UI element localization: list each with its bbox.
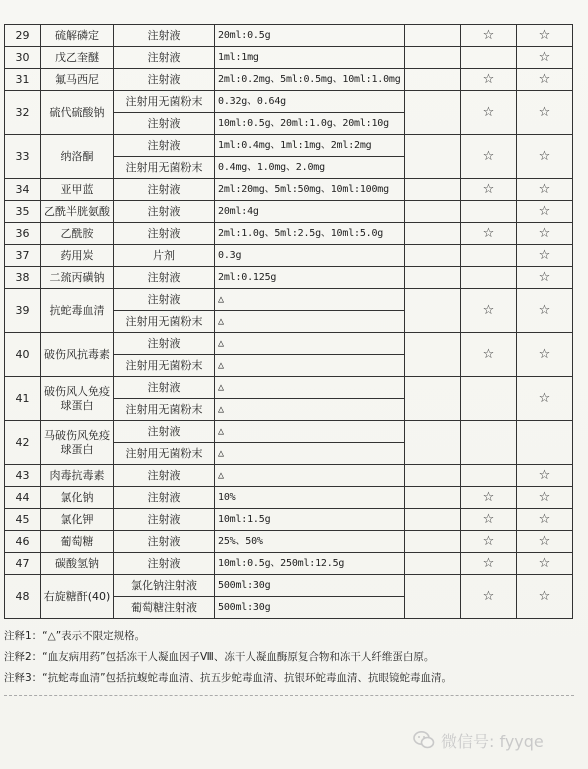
star-mark-1: ☆ <box>461 289 517 333</box>
row-number: 31 <box>5 69 41 91</box>
empty-column <box>405 333 461 377</box>
specification: △ <box>215 421 405 443</box>
table-row <box>5 531 573 553</box>
specification: 1ml:1mg <box>215 47 405 69</box>
drug-name: 药用炭 <box>41 245 114 267</box>
star-mark-1 <box>461 465 517 487</box>
dosage-form: 注射液 <box>114 465 215 487</box>
table-row <box>5 91 573 113</box>
drug-name: 肉毒抗毒素 <box>41 465 114 487</box>
specification: △ <box>215 311 405 333</box>
dosage-form: 注射液 <box>114 223 215 245</box>
table-row <box>5 223 573 245</box>
table-row <box>5 377 573 399</box>
empty-column <box>405 25 461 47</box>
star-mark-2: ☆ <box>517 179 573 201</box>
empty-column <box>405 509 461 531</box>
table-row <box>5 69 573 91</box>
dosage-form: 注射用无菌粉末 <box>114 157 215 179</box>
dosage-form: 注射液 <box>114 377 215 399</box>
specification: △ <box>215 399 405 421</box>
row-number: 37 <box>5 245 41 267</box>
star-mark-2: ☆ <box>517 575 573 619</box>
dosage-form: 注射液 <box>114 553 215 575</box>
drug-name: 葡萄糖 <box>41 531 114 553</box>
star-mark-2: ☆ <box>517 509 573 531</box>
row-number: 29 <box>5 25 41 47</box>
star-mark-2: ☆ <box>517 135 573 179</box>
drug-name: 氯化钾 <box>41 509 114 531</box>
row-number: 47 <box>5 553 41 575</box>
drug-name: 纳洛酮 <box>41 135 114 179</box>
drug-name: 乙酰半胱氨酸 <box>41 201 114 223</box>
star-mark-1: ☆ <box>461 531 517 553</box>
drug-table-body <box>5 25 573 619</box>
dosage-form: 注射液 <box>114 47 215 69</box>
drug-name: 乙酰胺 <box>41 223 114 245</box>
table-row <box>5 421 573 443</box>
empty-column <box>405 575 461 619</box>
drug-name: 抗蛇毒血清 <box>41 289 114 333</box>
table-row <box>5 509 573 531</box>
row-number: 36 <box>5 223 41 245</box>
drug-name: 碳酸氢钠 <box>41 553 114 575</box>
drug-name: 破伤风人免疫球蛋白 <box>41 377 114 421</box>
dosage-form: 注射液 <box>114 509 215 531</box>
star-mark-1: ☆ <box>461 333 517 377</box>
empty-column <box>405 47 461 69</box>
dosage-form: 氯化钠注射液 <box>114 575 215 597</box>
star-mark-2: ☆ <box>517 289 573 333</box>
dosage-form: 注射液 <box>114 289 215 311</box>
drug-name: 氟马西尼 <box>41 69 114 91</box>
star-mark-1: ☆ <box>461 69 517 91</box>
star-mark-2: ☆ <box>517 69 573 91</box>
wechat-logo-icon <box>413 730 435 750</box>
dosage-form: 注射液 <box>114 201 215 223</box>
divider <box>4 695 574 717</box>
specification: 10ml:0.5g、20ml:1.0g、20ml:10g <box>215 113 405 135</box>
empty-column <box>405 245 461 267</box>
empty-column <box>405 135 461 179</box>
empty-column <box>405 377 461 421</box>
specification: 500ml:30g <box>215 597 405 619</box>
row-number: 35 <box>5 201 41 223</box>
empty-column <box>405 91 461 135</box>
dosage-form: 注射液 <box>114 487 215 509</box>
notes-section <box>4 626 574 717</box>
empty-column <box>405 553 461 575</box>
note-2: 注释2：“血友病用药”包括冻干人凝血因子Ⅷ、冻干人凝血酶原复合物和冻干人纤维蛋白原。 <box>4 651 435 663</box>
specification: 20ml:0.5g <box>215 25 405 47</box>
star-mark-1 <box>461 47 517 69</box>
specification: 1ml:0.4mg、1ml:1mg、2ml:2mg <box>215 135 405 157</box>
specification: 10% <box>215 487 405 509</box>
table-row <box>5 487 573 509</box>
dosage-form: 注射用无菌粉末 <box>114 355 215 377</box>
specification: 2ml:1.0g、5ml:2.5g、10ml:5.0g <box>215 223 405 245</box>
drug-name: 二巯丙磺钠 <box>41 267 114 289</box>
specification: 2ml:0.125g <box>215 267 405 289</box>
specification: 500ml:30g <box>215 575 405 597</box>
empty-column <box>405 201 461 223</box>
specification: △ <box>215 377 405 399</box>
star-mark-1: ☆ <box>461 135 517 179</box>
dosage-form: 注射液 <box>114 179 215 201</box>
star-mark-1: ☆ <box>461 509 517 531</box>
table-row <box>5 201 573 223</box>
star-mark-2: ☆ <box>517 91 573 135</box>
table-row <box>5 245 573 267</box>
row-number: 38 <box>5 267 41 289</box>
row-number: 32 <box>5 91 41 135</box>
dosage-form: 注射用无菌粉末 <box>114 91 215 113</box>
dosage-form: 注射液 <box>114 421 215 443</box>
star-mark-1: ☆ <box>461 179 517 201</box>
empty-column <box>405 531 461 553</box>
star-mark-1 <box>461 267 517 289</box>
star-mark-1: ☆ <box>461 223 517 245</box>
empty-column <box>405 223 461 245</box>
dosage-form: 注射用无菌粉末 <box>114 443 215 465</box>
star-mark-1 <box>461 421 517 465</box>
drug-name: 亚甲蓝 <box>41 179 114 201</box>
star-mark-1: ☆ <box>461 91 517 135</box>
drug-name: 硫解磷定 <box>41 25 114 47</box>
dosage-form: 注射用无菌粉末 <box>114 399 215 421</box>
star-mark-2: ☆ <box>517 465 573 487</box>
row-number: 40 <box>5 333 41 377</box>
drug-name: 戊乙奎醚 <box>41 47 114 69</box>
star-mark-1 <box>461 245 517 267</box>
table-row <box>5 465 573 487</box>
star-mark-2: ☆ <box>517 377 573 421</box>
specification: △ <box>215 289 405 311</box>
row-number: 44 <box>5 487 41 509</box>
star-mark-1: ☆ <box>461 575 517 619</box>
specification: △ <box>215 465 405 487</box>
star-mark-2 <box>517 421 573 465</box>
specification: 0.32g、0.64g <box>215 91 405 113</box>
row-number: 46 <box>5 531 41 553</box>
specification: 2ml:20mg、5ml:50mg、10ml:100mg <box>215 179 405 201</box>
empty-column <box>405 421 461 465</box>
empty-column <box>405 289 461 333</box>
table-row <box>5 47 573 69</box>
dosage-form: 注射液 <box>114 267 215 289</box>
dosage-form: 葡萄糖注射液 <box>114 597 215 619</box>
watermark-text: 微信号: fyyqe <box>441 731 544 751</box>
note-1: 注释1：“△”表示不限定规格。 <box>4 630 146 642</box>
table-row <box>5 289 573 311</box>
star-mark-2: ☆ <box>517 333 573 377</box>
star-mark-1: ☆ <box>461 553 517 575</box>
star-mark-2: ☆ <box>517 201 573 223</box>
specification: 2ml:0.2mg、5ml:0.5mg、10ml:1.0mg <box>215 69 405 91</box>
specification: 20ml:4g <box>215 201 405 223</box>
star-mark-2: ☆ <box>517 25 573 47</box>
specification: 25%、50% <box>215 531 405 553</box>
drug-name: 破伤风抗毒素 <box>41 333 114 377</box>
dosage-form: 注射液 <box>114 135 215 157</box>
dosage-form: 注射液 <box>114 113 215 135</box>
drug-name: 马破伤风免疫球蛋白 <box>41 421 114 465</box>
dosage-form: 注射液 <box>114 531 215 553</box>
star-mark-2: ☆ <box>517 553 573 575</box>
dosage-form: 注射液 <box>114 69 215 91</box>
drug-name: 右旋糖酐(40) <box>41 575 114 619</box>
empty-column <box>405 487 461 509</box>
specification: 0.3g <box>215 245 405 267</box>
specification: △ <box>215 443 405 465</box>
specification: △ <box>215 355 405 377</box>
table-row <box>5 179 573 201</box>
star-mark-2: ☆ <box>517 245 573 267</box>
star-mark-2: ☆ <box>517 267 573 289</box>
empty-column <box>405 179 461 201</box>
table-row <box>5 267 573 289</box>
dosage-form: 注射液 <box>114 333 215 355</box>
row-number: 48 <box>5 575 41 619</box>
row-number: 45 <box>5 509 41 531</box>
watermark <box>413 728 544 752</box>
table-row <box>5 553 573 575</box>
star-mark-1: ☆ <box>461 25 517 47</box>
specification: 10ml:1.5g <box>215 509 405 531</box>
star-mark-2: ☆ <box>517 487 573 509</box>
empty-column <box>405 465 461 487</box>
drug-name: 氯化钠 <box>41 487 114 509</box>
specification: △ <box>215 333 405 355</box>
empty-column <box>405 267 461 289</box>
drug-table <box>4 24 573 619</box>
empty-column <box>405 69 461 91</box>
table-row <box>5 25 573 47</box>
note-3: 注释3：“抗蛇毒血清”包括抗蝮蛇毒血清、抗五步蛇毒血清、抗银环蛇毒血清、抗眼镜蛇毒血清。 <box>4 672 453 684</box>
row-number: 34 <box>5 179 41 201</box>
star-mark-2: ☆ <box>517 531 573 553</box>
row-number: 41 <box>5 377 41 421</box>
drug-name: 硫代硫酸钠 <box>41 91 114 135</box>
star-mark-1 <box>461 201 517 223</box>
star-mark-2: ☆ <box>517 47 573 69</box>
dosage-form: 注射用无菌粉末 <box>114 311 215 333</box>
specification: 10ml:0.5g、250ml:12.5g <box>215 553 405 575</box>
table-row <box>5 135 573 157</box>
row-number: 30 <box>5 47 41 69</box>
row-number: 42 <box>5 421 41 465</box>
star-mark-1 <box>461 377 517 421</box>
specification: 0.4mg、1.0mg、2.0mg <box>215 157 405 179</box>
dosage-form: 片剂 <box>114 245 215 267</box>
star-mark-2: ☆ <box>517 223 573 245</box>
row-number: 43 <box>5 465 41 487</box>
table-row <box>5 575 573 597</box>
dosage-form: 注射液 <box>114 25 215 47</box>
row-number: 33 <box>5 135 41 179</box>
row-number: 39 <box>5 289 41 333</box>
star-mark-1: ☆ <box>461 487 517 509</box>
table-row <box>5 333 573 355</box>
